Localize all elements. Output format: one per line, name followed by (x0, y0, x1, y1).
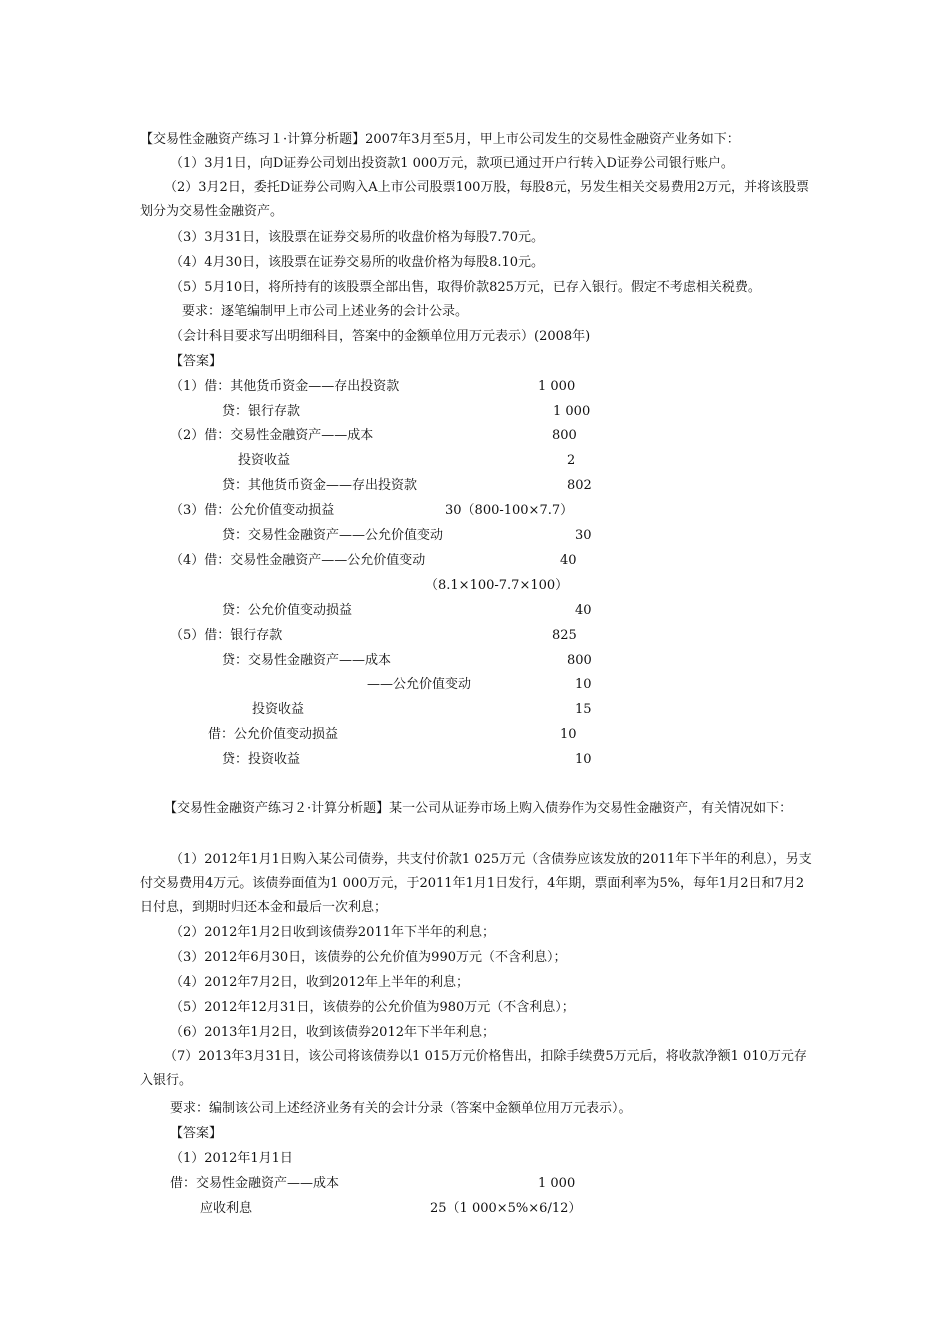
s1-item-1: （1）3月1日，向D证券公司划出投资款1 000万元，款项已通过开户行转入D证券公司银行账户。 (170, 156, 734, 171)
s1-entry-text: 贷：银行存款 (222, 404, 301, 419)
s2-item-5: （5）2012年12月31日，该债券的公允价值为980万元（不含利息）； (170, 1000, 575, 1015)
s1-entry-amount: 10 (575, 677, 592, 692)
s1-entry-text: 借：公允价值变动损益 (208, 727, 339, 742)
s1-entry-amount: 825 (552, 628, 577, 643)
s1-entry-text: （1）借：其他货币资金——存出投资款 (170, 379, 400, 394)
s1-entry-text: （2）借：交易性金融资产——成本 (170, 428, 374, 443)
s1-note: （会计科目要求写出明细科目，答案中的金额单位用万元表示）(2008年) (170, 329, 591, 344)
s1-entry-text: 贷：其他货币资金——存出投资款 (222, 478, 418, 493)
s1-entry-text: 贷：交易性金融资产——成本 (222, 653, 392, 668)
s1-entry-amount: 10 (560, 727, 577, 742)
s1-entry-text: 投资收益 (252, 702, 305, 717)
s2-item-3: （3）2012年6月30日，该债券的公允价值为990万元（不含利息）； (170, 950, 567, 965)
s1-entry-amount: 40 (575, 603, 592, 618)
s1-entry-text: ——公允价值变动 (367, 677, 472, 692)
s1-entry-amount: 40 (560, 553, 577, 568)
s1-entry-amount: 802 (567, 478, 592, 493)
s1-requirement: 要求：逐笔编制甲上市公司上述业务的会计公录。 (182, 304, 469, 319)
s1-entry-text: 投资收益 (238, 453, 291, 468)
s2-entry-amount: 25（1 000×5%×6/12） (430, 1201, 582, 1216)
s2-item-6: （6）2013年1月2日，收到该债券2012年下半年利息； (170, 1025, 495, 1040)
s1-entry-text: 贷：投资收益 (222, 752, 301, 767)
s2-entry-amount: 1 000 (538, 1176, 576, 1191)
s1-entry-amount: 2 (567, 453, 576, 468)
s1-answer-heading: 【答案】 (170, 354, 223, 369)
s1-item-5: （5）5月10日，将所持有的该股票全部出售，取得价款825万元，已存入银行。假定不考虑相关税费。 (170, 280, 761, 295)
s2-entry-text: 借：交易性金融资产——成本 (170, 1176, 340, 1191)
s1-entry-amount: 1 000 (553, 404, 591, 419)
s2-answer-heading: 【答案】 (170, 1126, 223, 1141)
s1-entry-text: （5）借：银行存款 (170, 628, 283, 643)
s2-item-2: （2）2012年1月2日收到该债券2011年下半年的利息； (170, 925, 495, 940)
s1-item-4: （4）4月30日，该股票在证券交易所的收盘价格为每股8.10元。 (170, 255, 545, 270)
s2-item-4: （4）2012年7月2日，收到2012年上半年的利息； (170, 975, 469, 990)
s2-item-7: （7）2013年3月31日，该公司将该债券以1 015万元价格售出，扣除手续费5万元后，将收款净额1 010万元存入银行。 (140, 1049, 807, 1088)
s1-entry-amount: 30 (575, 528, 592, 543)
s2-entry-text: 应收利息 (200, 1201, 253, 1216)
s1-item-2: （2）3月2日，委托D证券公司购入A上市公司股票100万股，每股8元，另发生相关交易费用2万元，并将该股票划分为交易性金融资产。 (140, 180, 809, 219)
s2-date-1: （1）2012年1月1日 (170, 1151, 293, 1166)
s2-requirement: 要求：编制该公司上述经济业务有关的会计分录（答案中金额单位用万元表示）。 (170, 1101, 632, 1116)
s1-entry-text: （3）借：公允价值变动损益 (170, 503, 335, 518)
s2-item-1: （1）2012年1月1日购入某公司债券，共支付价款1 025万元（含债券应该发放的2011年下半年的利息），另支付交易费用4万元。该债券面值为1 000万元，于2011年1月1日发行，4年期，票面利率为5%，每年1月2日和7月2日付息，到期时归还本金和最后一次利息； (140, 852, 812, 915)
s1-entry-amount: 800 (567, 653, 592, 668)
section2-title: 【交易性金融资产练习２·计算分析题】某一公司从证券市场上购入债券作为交易性金融资产，有关情况如下： (164, 801, 793, 816)
s1-entry-amount: 1 000 (538, 379, 576, 394)
s1-item-3: （3）3月31日，该股票在证券交易所的收盘价格为每股7.70元。 (170, 230, 545, 245)
s1-entry-amount: 30（800-100×7.7） (445, 503, 574, 518)
s1-entry-text: 贷：公允价值变动损益 (222, 603, 353, 618)
s1-entry-text: 贷：交易性金融资产——公允价值变动 (222, 528, 444, 543)
s1-entry-amount: 15 (575, 702, 592, 717)
s1-entry-amount: （8.1×100-7.7×100） (425, 578, 569, 593)
s1-entry-amount: 800 (552, 428, 577, 443)
s1-entry-amount: 10 (575, 752, 592, 767)
s1-entry-text: （4）借：交易性金融资产——公允价值变动 (170, 553, 426, 568)
section1-title: 【交易性金融资产练习１·计算分析题】2007年3月至5月，甲上市公司发生的交易性金融资产业务如下： (140, 132, 740, 147)
